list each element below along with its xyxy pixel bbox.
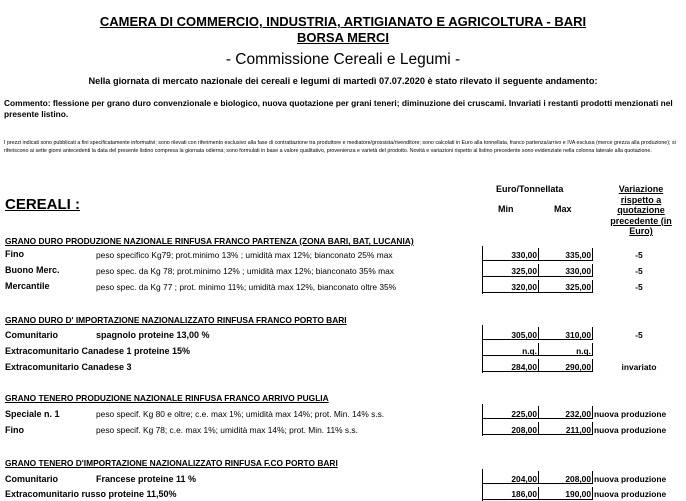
group-title: GRANO TENERO D'IMPORTAZIONE NAZIONALIZZATO RINFUSA F.CO PORTO BARI: [5, 458, 338, 468]
row-name: Mercantile: [5, 281, 50, 291]
comment-text: Commento: flessione per grano duro convenzionale e biologico, nuova quotazione per grani teneri; diminuzione dei cruscami. Invariati i restanti prodotti menzionati nel presente listino.: [4, 98, 673, 119]
row-min: 320,00: [511, 282, 537, 292]
row-min: 330,00: [511, 250, 537, 260]
row-max: 211,00: [565, 425, 591, 435]
row-max: 208,00: [565, 474, 591, 484]
row-min: 305,00: [511, 330, 537, 340]
row-min: 225,00: [511, 409, 537, 419]
row-min: 186,00: [511, 489, 537, 499]
fine-print: I prezzi indicati sono pubblicati a fini specificatamente informativi; sono rilevati con riferimento esclusivo alla fase di contrattazione tra produttore e mediatore/grossista/rivenditore; sono calcolati in Euro alla tonnellata, franco partenza/arrivo e IVA esclusa (merce grezza alla produzione); si riferiscono ai sette giorni antecedenti la data del presente listino compresa la giornata odierna; sono formulati in base a valore qualitativo, provenienza e varietà del prodotto. Novità e variazioni rispetto al listino precedente sono evidenziate nella colonna laterale alla quotazione.: [4, 140, 676, 154]
row-variation: nuova produzione: [594, 474, 667, 484]
variation-header: Variazione rispetto a quotazione precedente (in Euro): [610, 184, 672, 236]
row-variation: -5: [635, 250, 643, 260]
row-name: Comunitario: [5, 330, 58, 340]
row-name: Extracomunitario Canadese 3: [5, 362, 132, 372]
row-name: Extracomunitario Canadese 1 proteine 15%: [5, 346, 191, 356]
row-min: n.q.: [522, 346, 537, 356]
group-title: GRANO DURO PRODUZIONE NAZIONALE RINFUSA FRANCO PARTENZA (ZONA BARI, BAT, LUCANIA): [5, 236, 414, 246]
group-title: GRANO DURO D' IMPORTAZIONE NAZIONALIZZATO RINFUSA FRANCO PORTO BARI: [5, 315, 347, 325]
row-desc: peso specifico Kg79; prot.minimo 13% ; umidità max 12%; bianconato 25% max: [96, 250, 393, 260]
max-header: Max: [554, 204, 572, 214]
row-name: Fino: [5, 249, 24, 259]
chamber-title: CAMERA DI COMMERCIO, INDUSTRIA, ARTIGIANATO E AGRICOLTURA - BARI: [99, 14, 587, 29]
row-variation: nuova produzione: [594, 425, 667, 435]
row-variation: -5: [635, 282, 643, 292]
euro-per-ton-header: Euro/Tonnellata: [496, 184, 564, 194]
row-min: 284,00: [511, 362, 537, 372]
group-title: GRANO TENERO PRODUZIONE NAZIONALE RINFUSA FRANCO ARRIVO PUGLIA: [5, 393, 329, 403]
row-name: Buono Merc.: [5, 265, 60, 275]
row-max: 310,00: [565, 330, 591, 340]
row-variation: -5: [635, 266, 643, 276]
row-name: Comunitario: [5, 474, 58, 484]
row-desc: peso specif. Kg 80 e oltre; c.e. max 1%; umidità max 14%; prot. Min. 14% s.s.: [96, 409, 385, 419]
intro-text: Nella giornata di mercato nazionale dei cereali e legumi di martedì 07.07.2020 è stato rilevato il seguente andamento:: [88, 76, 598, 86]
row-variation: -5: [635, 330, 643, 340]
row-desc: peso specif. Kg 78; c.e. max 1%; umidità max 14%; prot. Min. 11% s.s.: [96, 425, 358, 435]
row-name: Speciale n. 1: [5, 409, 60, 419]
row-max: n.q.: [576, 346, 591, 356]
row-desc: Francese proteine 11 %: [96, 474, 197, 484]
row-desc: peso spec. da Kg 78; prot.minimo 12% ; umidità max 12%; bianconato 35% max: [96, 266, 394, 276]
commission-title: - Commissione Cereali e Legumi -: [225, 51, 461, 68]
row-name: Fino: [5, 425, 24, 435]
row-max: 232,00: [565, 409, 591, 419]
row-name: Extracomunitario russo proteine 11,50%: [5, 489, 177, 499]
row-desc: spagnolo proteine 13,00 %: [96, 330, 210, 340]
row-min: 325,00: [511, 266, 537, 276]
row-variation: nuova produzione: [594, 489, 667, 499]
row-desc: peso spec. da Kg 77 ; prot. minimo 11%; umidità max 12%, bianconato oltre 35%: [96, 282, 397, 292]
section-title: CEREALI :: [5, 196, 80, 213]
row-variation: invariato: [621, 362, 657, 372]
row-max: 290,00: [565, 362, 591, 372]
exchange-title: BORSA MERCI: [297, 30, 389, 45]
row-variation: nuova produzione: [594, 409, 667, 419]
row-min: 204,00: [511, 474, 537, 484]
row-max: 190,00: [565, 489, 591, 499]
min-header: Min: [498, 204, 514, 214]
row-max: 330,00: [565, 266, 591, 276]
row-max: 335,00: [565, 250, 591, 260]
row-min: 208,00: [511, 425, 537, 435]
row-max: 325,00: [565, 282, 591, 292]
